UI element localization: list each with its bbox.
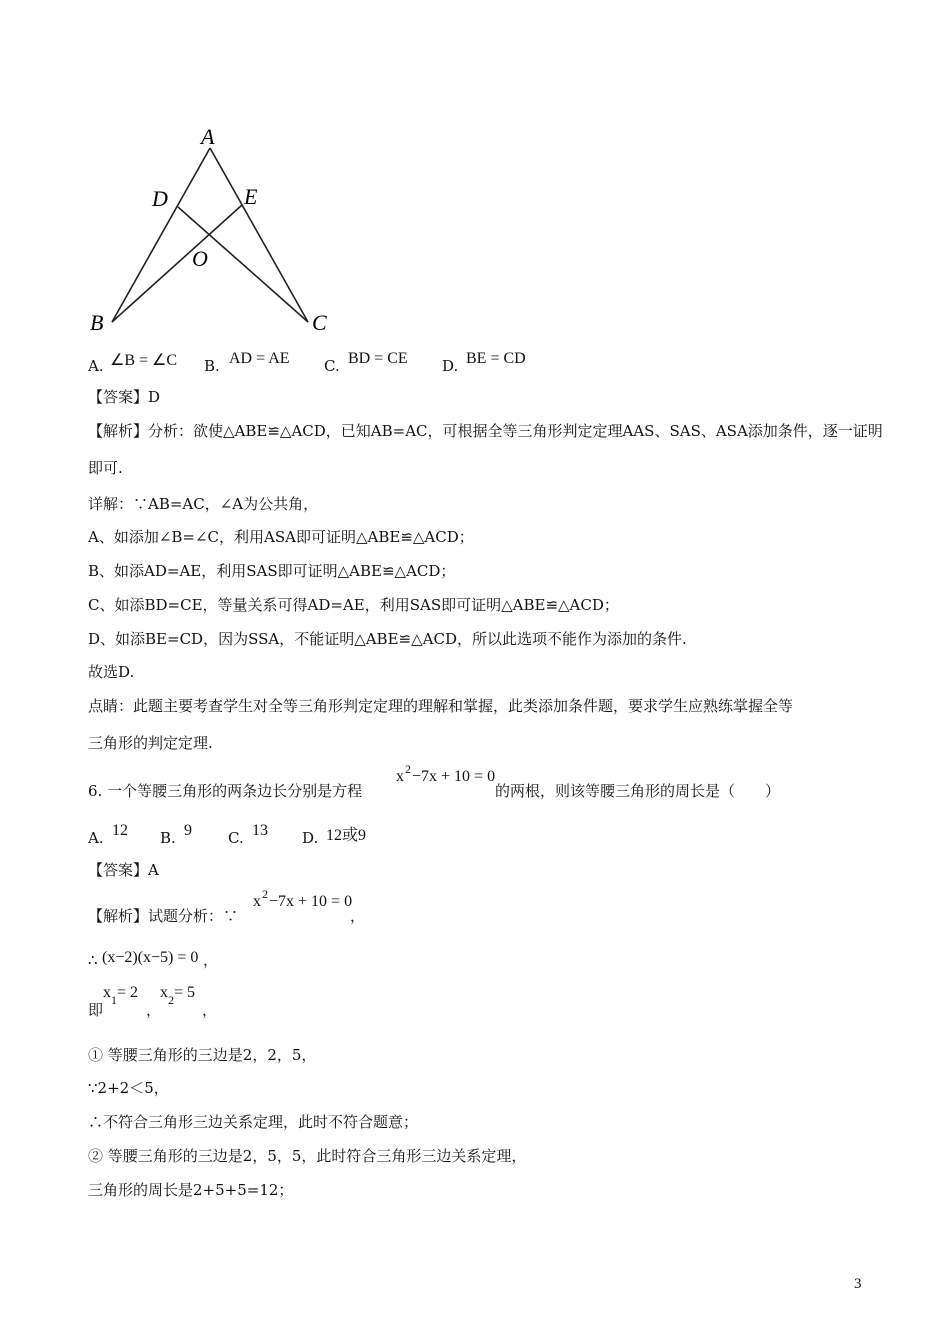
option-text: BD = CE xyxy=(348,350,408,367)
q6-perimeter: 三角形的周长是2+5+5=12； xyxy=(88,1181,294,1199)
q6-factor: (x−2)(x−5) = 0 xyxy=(102,949,199,966)
q5-answer: 【答案】D xyxy=(88,388,161,406)
q6-answer: 【答案】A xyxy=(88,861,159,879)
q5-analysis-line-2: 即可. xyxy=(88,459,123,477)
q6-roots-sep: ， xyxy=(146,1001,162,1019)
triangle-figure xyxy=(80,120,350,340)
option-text: 9 xyxy=(184,822,192,839)
q5-comment-line-1: 点睛：此题主要考查学生对全等三角形判定定理的理解和掌握，此类添加条件题，要求学生应熟练掌握全等 xyxy=(88,697,794,715)
option-letter: D. xyxy=(302,829,319,847)
label-d: D xyxy=(152,186,168,211)
q6-x2-val: = 5 xyxy=(174,984,196,1001)
q6-therefore: ∴不符合三角形三边关系定理，此时不符合题意； xyxy=(88,1113,419,1131)
q6-x2-sub: 2 xyxy=(168,993,174,1007)
option-text: 12 xyxy=(112,822,128,839)
option-text: AD = AE xyxy=(229,350,290,367)
label-a: A xyxy=(201,124,215,149)
q6-roots-pre: 即 xyxy=(88,1001,104,1019)
option-letter: C. xyxy=(228,829,244,847)
q5-line-c: C、如添BD=CE，等量关系可得AD=AE，利用SAS即可证明△ABE≌△ACD； xyxy=(88,596,619,614)
q5-choose: 故选D. xyxy=(88,663,135,681)
option-text: BE = CD xyxy=(466,350,526,367)
option-text: 12或9 xyxy=(326,827,367,844)
q5-detail: 详解：∵AB=AC，∠A为公共角， xyxy=(88,495,319,513)
option-letter: B. xyxy=(160,829,176,847)
option-letter: B. xyxy=(204,357,220,375)
q6-x1-val: = 2 xyxy=(117,984,139,1001)
q6-analysis-eq-x: x xyxy=(253,893,261,910)
q5-line-b: B、如添AD=AE，利用SAS即可证明△ABE≌△ACD； xyxy=(88,562,456,580)
q6-case-1: ① 等腰三角形的三边是2，2，5， xyxy=(88,1046,317,1064)
option-letter: C. xyxy=(324,357,340,375)
q6-analysis-eq-sup: 2 xyxy=(262,887,268,901)
q5-analysis-line-1: 【解析】分析：欲使△ABE≌△ACD，已知AB=AC，可根据全等三角形判定定理AAS、SAS、ASA添加条件，逐一证明 xyxy=(88,422,883,440)
option-text: ∠B = ∠C xyxy=(110,352,178,369)
segment-be xyxy=(112,205,242,322)
q6-factor-post: ， xyxy=(203,951,219,969)
option-letter: A. xyxy=(88,829,104,847)
q6-stem-pre: 6. 一个等腰三角形的两条边长分别是方程 xyxy=(88,782,363,800)
q6-analysis-eq-rest: −7x + 10 = 0 xyxy=(269,893,353,910)
option-text: 13 xyxy=(252,822,268,839)
label-e: E xyxy=(244,184,258,209)
therefore-symbol: ∴ xyxy=(88,951,98,969)
option-letter: A. xyxy=(88,357,104,375)
label-o: O xyxy=(192,246,208,271)
q5-comment-line-2: 三角形的判定定理. xyxy=(88,734,213,752)
label-c: C xyxy=(312,310,327,335)
segment-ac xyxy=(210,148,308,322)
page-number: 3 xyxy=(854,1276,862,1292)
q6-x1: x xyxy=(103,984,111,1001)
label-b: B xyxy=(90,310,104,335)
q6-x1-sub: 1 xyxy=(111,993,117,1007)
q6-case-2: ② 等腰三角形的三边是2，5，5，此时符合三角形三边关系定理， xyxy=(88,1147,527,1165)
q6-analysis-pre: 【解析】试题分析：∵ xyxy=(88,907,239,925)
segment-ab xyxy=(112,148,210,322)
q5-line-d: D、如添BE=CD，因为SSA，不能证明△ABE≌△ACD，所以此选项不能作为添加的条件. xyxy=(88,630,687,648)
q6-stem-post: 的两根，则该等腰三角形的周长是（ ） xyxy=(495,782,781,800)
q6-analysis-post: ， xyxy=(350,907,366,925)
option-letter: D. xyxy=(442,357,459,375)
q6-x2: x xyxy=(160,984,168,1001)
q6-eq-rest: −7x + 10 = 0 xyxy=(412,768,496,785)
q6-roots-post: ， xyxy=(202,1001,218,1019)
q6-eq-x: x xyxy=(396,768,404,785)
q5-line-a: A、如添加∠B=∠C，利用ASA即可证明△ABE≌△ACD； xyxy=(88,528,474,546)
q6-eq-sup: 2 xyxy=(405,762,411,776)
q6-because: ∵2+2＜5， xyxy=(88,1079,169,1097)
